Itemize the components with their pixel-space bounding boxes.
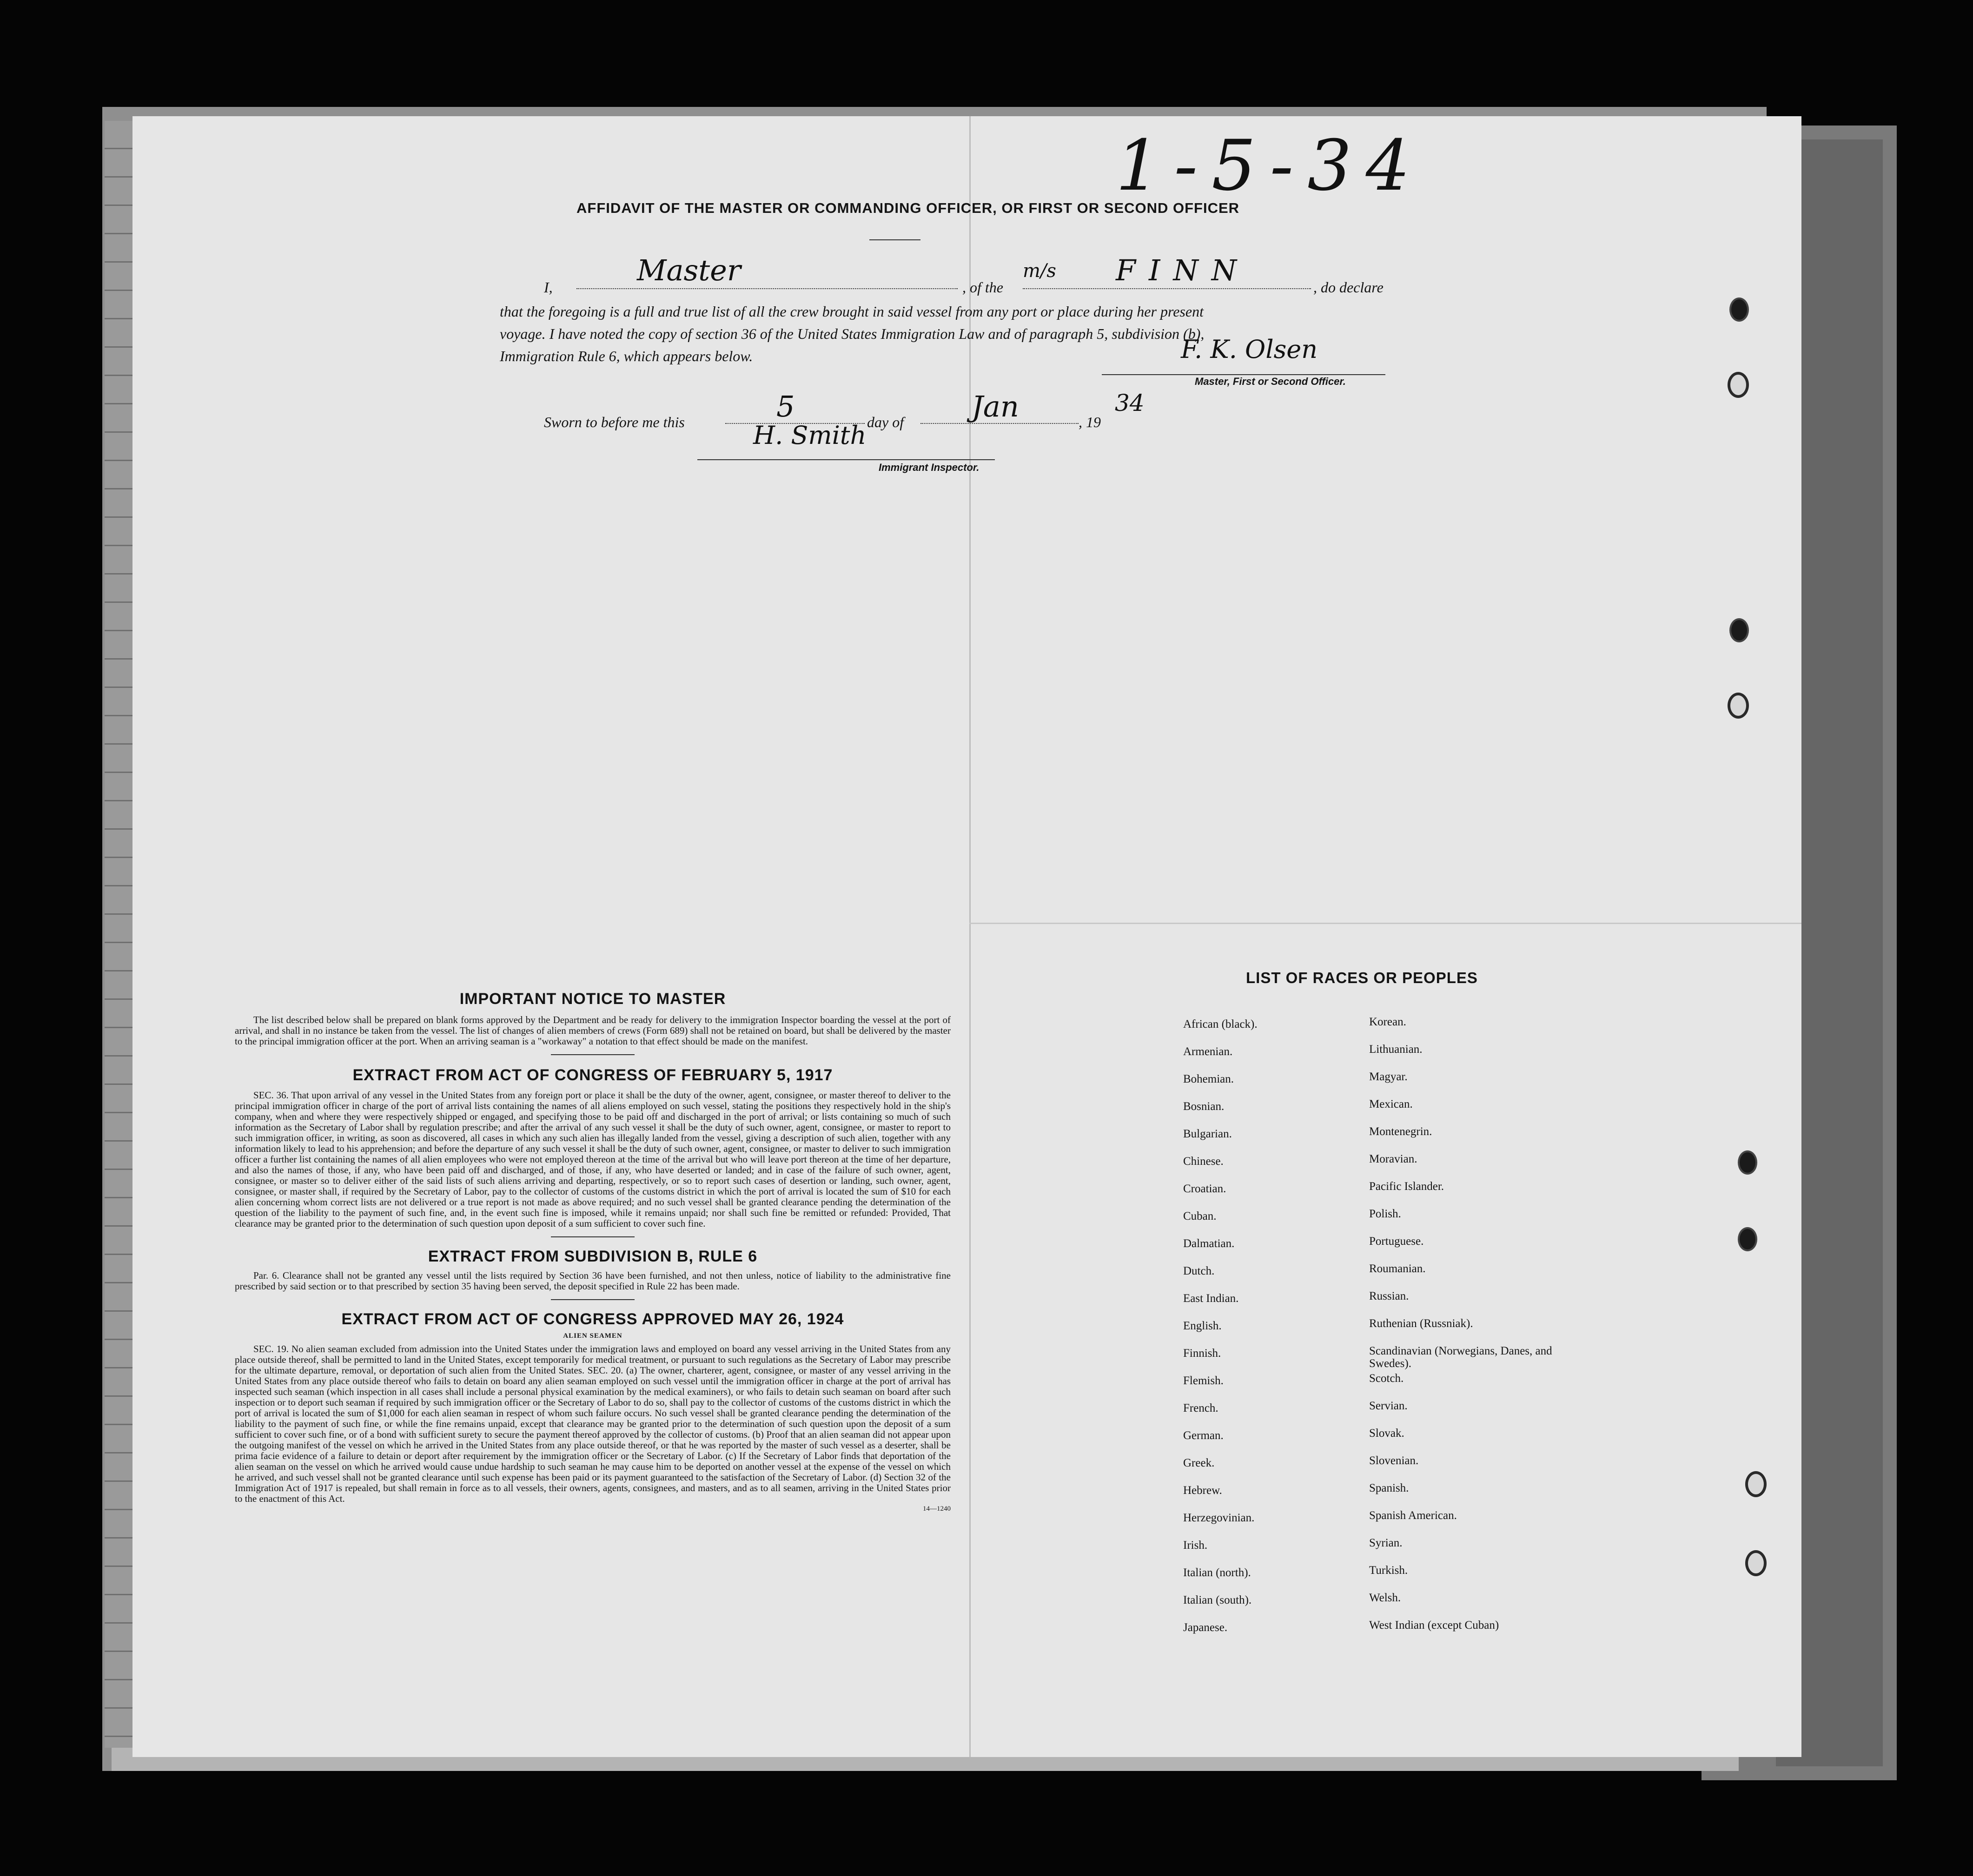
race-item: Croatian. bbox=[1183, 1182, 1226, 1195]
race-item: German. bbox=[1183, 1429, 1224, 1442]
race-item: Servian. bbox=[1369, 1400, 1408, 1412]
race-item: Scandinavian (Norwegians, Danes, and Swedes). bbox=[1369, 1345, 1552, 1370]
i-label: I, bbox=[544, 279, 553, 296]
punch-hole bbox=[1745, 1550, 1767, 1576]
master-caption: Master, First or Second Officer. bbox=[1195, 376, 1346, 387]
sworn-month: Jan bbox=[972, 390, 1019, 423]
divider bbox=[551, 1054, 635, 1055]
sworn-day: 5 bbox=[776, 390, 795, 423]
race-item: Mexican. bbox=[1369, 1098, 1413, 1110]
divider bbox=[551, 1299, 635, 1300]
race-item: Dalmatian. bbox=[1183, 1237, 1235, 1250]
race-item: Slovak. bbox=[1369, 1427, 1404, 1440]
inspector-signature-line bbox=[697, 459, 995, 460]
races-left-column bbox=[1183, 1018, 1341, 1649]
master-signature: F. K. Olsen bbox=[1181, 335, 1318, 364]
race-item: Magyar. bbox=[1369, 1070, 1408, 1083]
race-item: Turkish. bbox=[1369, 1564, 1408, 1577]
race-item: Slovenian. bbox=[1369, 1454, 1419, 1467]
day-of-label: day of bbox=[867, 414, 904, 430]
do-declare-label: , do declare bbox=[1313, 279, 1384, 296]
notice-title: IMPORTANT NOTICE TO MASTER bbox=[459, 990, 726, 1008]
race-item: Moravian. bbox=[1369, 1153, 1417, 1165]
punch-hole bbox=[1728, 693, 1749, 719]
affidavit-line-3: voyage. I have noted the copy of section 36 of the United States Immigration Law and of paragraph 5, subdivision (b), bbox=[500, 325, 1205, 342]
race-item: Italian (north). bbox=[1183, 1566, 1251, 1579]
affidavit-line-2: that the foregoing is a full and true list of all the crew brought in said vessel from any port or place during her present bbox=[500, 303, 1204, 320]
race-item: Flemish. bbox=[1183, 1374, 1224, 1387]
inspector-caption: Immigrant Inspector. bbox=[879, 462, 980, 473]
rule-6-title: EXTRACT FROM SUBDIVISION B, RULE 6 bbox=[428, 1248, 758, 1265]
punch-hole bbox=[1729, 297, 1749, 322]
officer-name: Master bbox=[637, 253, 741, 287]
race-item: Cuban. bbox=[1183, 1210, 1217, 1222]
race-item: Chinese. bbox=[1183, 1155, 1224, 1168]
act-1924-title: EXTRACT FROM ACT OF CONGRESS APPROVED MAY 26, 1924 bbox=[341, 1310, 844, 1328]
races-right-column bbox=[1369, 1016, 1574, 1646]
notice-column bbox=[235, 990, 951, 1513]
signature-line bbox=[1102, 374, 1385, 375]
race-item: Spanish. bbox=[1369, 1482, 1409, 1494]
rule-6-text: Par. 6. Clearance shall not be granted any vessel until the lists required by Section 36 have been furnished, and not then unless, notice of liability to the administrative fine prescribed by said section or to that prescribed by section 35 having been served, the deposit specified in Rule 22 has been made. bbox=[235, 1270, 951, 1292]
race-item: Bosnian. bbox=[1183, 1100, 1225, 1113]
act-1917-title: EXTRACT FROM ACT OF CONGRESS OF FEBRUARY 5, 1917 bbox=[352, 1066, 833, 1084]
race-item: Italian (south). bbox=[1183, 1594, 1252, 1606]
race-item: Portuguese. bbox=[1369, 1235, 1424, 1248]
race-item: Herzegovinian. bbox=[1183, 1512, 1255, 1524]
punch-hole bbox=[1738, 1150, 1757, 1175]
races-list-title: LIST OF RACES OR PEOPLES bbox=[1246, 969, 1478, 986]
sworn-label: Sworn to before me this bbox=[544, 414, 685, 430]
punch-hole bbox=[1728, 372, 1749, 398]
race-item: Lithuanian. bbox=[1369, 1043, 1423, 1056]
alien-seamen-subtitle: ALIEN SEAMEN bbox=[563, 1332, 622, 1340]
horizontal-fold-line bbox=[969, 923, 1801, 924]
race-item: Syrian. bbox=[1369, 1537, 1403, 1549]
race-item: Pacific Islander. bbox=[1369, 1180, 1444, 1193]
race-item: Polish. bbox=[1369, 1208, 1401, 1220]
act-1917-text: SEC. 36. That upon arrival of any vessel in the United States from any foreign port or place it shall be the duty of the owner, agent, consignee, or master thereof to deliver to the principal immigration officer in charge of the port of arrival lists containing the names of all aliens employed on such vessel, stating the positions they respectively hold in the ship's company, when and where they were respectively shipped or engaged, and specifying those to be paid off and discharged in the port of arrival; or lists containing so much of such information as the Secretary of Labor shall by regulation prescribe; and after the arrival of any such vessel it shall be the duty of such owner, agent, consignee, or master to report to such immigration officer, in writing, as soon as discovered, all cases in which any such alien has illegally landed from the vessel, giving a description of such alien, together with any information likely to lead to his apprehension; and before the departure of any such vessel it shall be the duty of such owner, agent, consignee, or master to deliver to such immigration officer a further list containing the names of all alien employees who were not employed thereon at the time of the arrival but who will leave port thereon at the time of her departure, and also the names of those, if any, who have been paid off and discharged, and of those, if any, who have deserted or landed; and in case of the failure of such owner, agent, consignee, or master so to deliver either of the said lists of such aliens arriving and departing, respectively, or so to report such cases of desertion or landing, such owner, agent, consignee, or master shall, if required by the Secretary of Labor, pay to the collector of customs of the customs district in which the port of arrival is located the sum of $10 for each alien concerning whom correct lists are not delivered or a true report is not made as above required; and no such vessel shall be granted clearance pending the determination of the question of the liability to the payment of such fine, and, in the event such fine is imposed, while it remains unpaid; nor shall such fine be remitted or refunded: Provided, That clearance may be granted prior to the determination of such question upon deposit of a sum sufficient to cover such fine. bbox=[235, 1090, 951, 1229]
vessel-prefix: m/s bbox=[1023, 260, 1056, 282]
race-item: Hebrew. bbox=[1183, 1484, 1222, 1497]
act-1924-text: SEC. 19. No alien seaman excluded from admission into the United States under the immigration laws and employed on board any vessel arriving in the United States from any place outside thereof, shall be permitted to land in the United States, except temporarily for medical treatment, or pursuant to such regulations as the Secretary of Labor may prescribe for the ultimate departure, removal, or deportation of such alien from the United States. SEC. 20. (a) The owner, charterer, agent, consignee, or master of any vessel arriving in the United States from any place outside thereof who fails to detain on board any alien seaman employed on such vessel until the immigration officer in charge at the port of arrival has inspected such seaman (which inspection in all cases shall include a personal physical examination by the medical examiners), or who fails to detain such seaman on board after such inspection or to deport such seaman if required by such immigration officer or the Secretary of Labor to do so, shall pay to the collector of customs of the customs district in which the port of arrival is located the sum of $1,000 for each alien seaman in respect of whom such failure occurs. No such vessel shall be granted clearance pending the determination of the liability to the payment of such fine, or while the fine remains unpaid, except that clearance may be granted prior to the determination of such question upon the deposit of a sum sufficient to cover such fine, or of a bond with sufficient surety to secure the payment thereof approved by the collector of customs. (b) Proof that an alien seaman did not appear upon the outgoing manifest of the vessel on which he arrived in the United States from any place outside thereof, or that he was reported by the master of such vessel as a deserter, shall be prima facie evidence of a failure to detain or deport after requirement by the immigration officer or the Secretary of Labor. (c) If the Secretary of Labor finds that deportation of the alien seaman on the vessel on which he arrived would cause undue hardship to such seaman he may cause him to be deported on another vessel at the expense of the vessel on which he arrived, and such vessel shall not be granted clearance until such expense has been paid or its payment guaranteed to the satisfaction of the Secretary of Labor. (d) Section 32 of the Immigration Act of 1917 is repealed, but shall remain in force as to all vessels, their owners, agents, consignees, and masters, and as to all seamen, arriving in the United States prior to the enactment of this Act. bbox=[235, 1343, 951, 1504]
race-item: Bohemian. bbox=[1183, 1073, 1234, 1085]
race-item: Montenegrin. bbox=[1369, 1125, 1432, 1138]
race-item: Ruthenian (Russniak). bbox=[1369, 1317, 1473, 1330]
race-item: Scotch. bbox=[1369, 1372, 1404, 1385]
vessel-name: FINN bbox=[1116, 253, 1250, 287]
race-item: Greek. bbox=[1183, 1457, 1215, 1469]
race-item: Russian. bbox=[1369, 1290, 1409, 1302]
race-item: French. bbox=[1183, 1402, 1218, 1414]
race-item: Armenian. bbox=[1183, 1045, 1233, 1058]
divider bbox=[551, 1236, 635, 1237]
punch-hole bbox=[1738, 1227, 1757, 1251]
race-item: Irish. bbox=[1183, 1539, 1208, 1552]
race-item: Korean. bbox=[1369, 1016, 1406, 1028]
race-item: West Indian (except Cuban) bbox=[1369, 1619, 1499, 1632]
punch-hole bbox=[1729, 618, 1749, 642]
punch-hole bbox=[1745, 1471, 1767, 1497]
race-item: African (black). bbox=[1183, 1018, 1258, 1030]
affidavit-title: AFFIDAVIT OF THE MASTER OR COMMANDING OFFICER, OR FIRST OR SECOND OFFICER bbox=[576, 200, 1240, 216]
form-number: 14—1240 bbox=[923, 1505, 951, 1513]
year-prefix: , 19 bbox=[1079, 414, 1101, 430]
race-item: Dutch. bbox=[1183, 1265, 1215, 1277]
inspector-signature: H. Smith bbox=[753, 421, 867, 450]
race-item: East Indian. bbox=[1183, 1292, 1239, 1305]
sworn-year: 34 bbox=[1115, 390, 1145, 416]
race-item: English. bbox=[1183, 1320, 1222, 1332]
race-item: Welsh. bbox=[1369, 1592, 1401, 1604]
notice-text: The list described below shall be prepared on blank forms approved by the Department and be ready for delivery to the immigration Inspector boarding the vessel at the port of arrival, and shall in no instance be taken from the vessel. The list of changes of alien members of crews (Form 689) shall not be retained on board, but shall be delivered by the master to the principal immigration officer at the port. When an arriving seaman is a "workaway" a notation to that effect should be made on the manifest. bbox=[235, 1014, 951, 1047]
of-the-label: , of the bbox=[962, 279, 1003, 296]
officer-name-line bbox=[576, 270, 958, 289]
race-item: Spanish American. bbox=[1369, 1509, 1457, 1522]
handwritten-date: 1-5-34 bbox=[1116, 126, 1424, 206]
vertical-fold-line bbox=[969, 116, 971, 1757]
divider bbox=[869, 239, 920, 240]
race-item: Finnish. bbox=[1183, 1347, 1221, 1360]
race-item: Roumanian. bbox=[1369, 1262, 1426, 1275]
race-item: Bulgarian. bbox=[1183, 1128, 1232, 1140]
affidavit-line-4: Immigration Rule 6, which appears below. bbox=[500, 348, 753, 364]
race-item: Japanese. bbox=[1183, 1621, 1228, 1634]
